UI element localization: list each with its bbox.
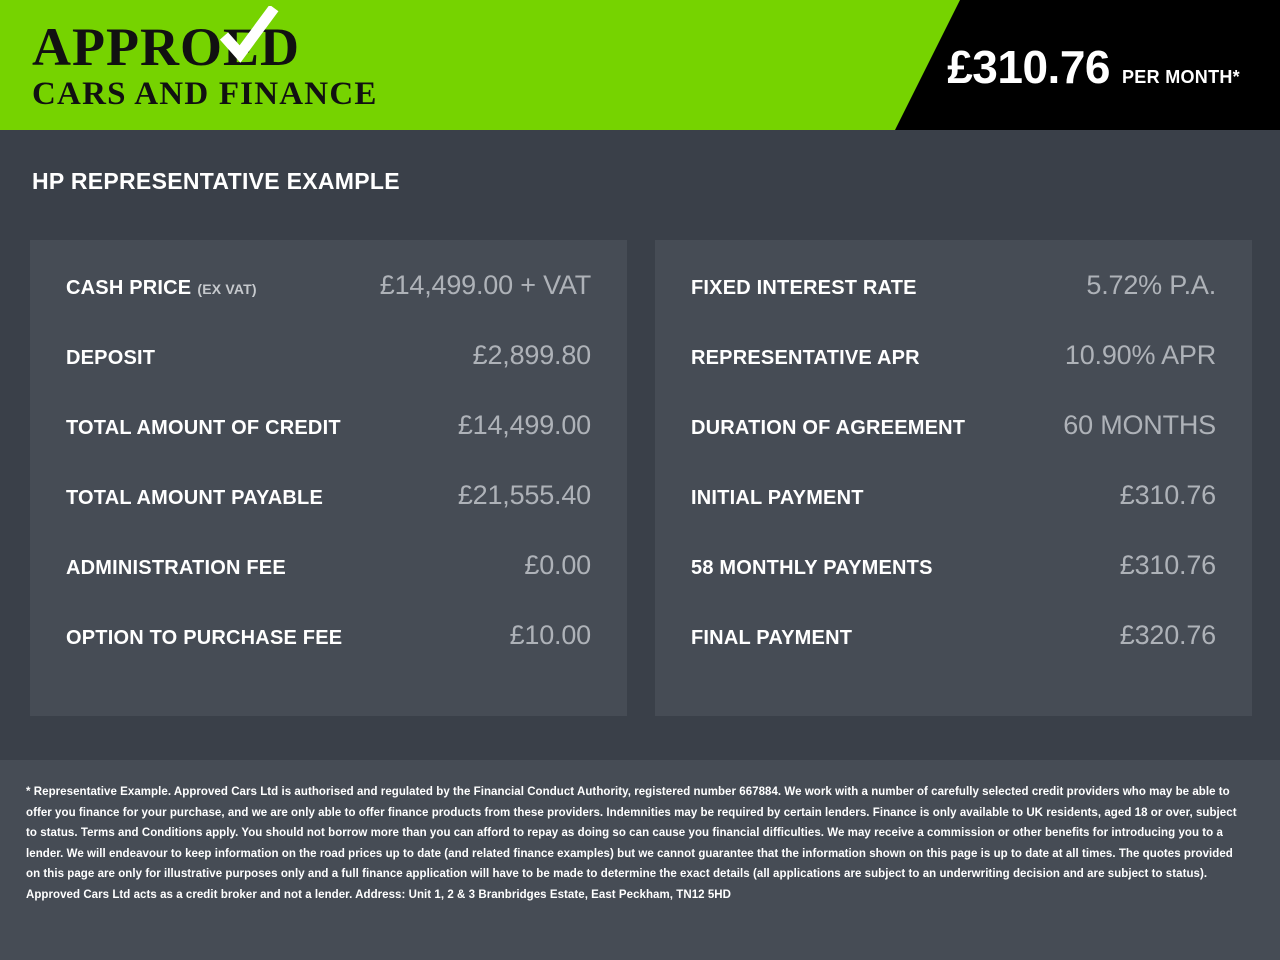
monthly-price-block <box>947 40 1240 94</box>
price-period-label: PER MONTH* <box>1121 67 1240 87</box>
row-value: 60 MONTHS <box>1063 410 1216 440</box>
row-value: £320.76 <box>1119 620 1216 650</box>
price-amount: £310.76 <box>947 41 1110 93</box>
finance-panel-right <box>655 240 1252 716</box>
row-label: 58 MONTHLY PAYMENTS <box>691 557 933 579</box>
row-value: £14,499.00 + VAT <box>379 270 591 300</box>
main-content <box>0 130 1280 760</box>
table-row <box>691 480 1216 550</box>
row-label-sub: (EX VAT) <box>197 281 257 297</box>
row-label: FINAL PAYMENT <box>691 627 853 649</box>
page-header <box>0 0 1280 130</box>
row-value: £14,499.00 <box>457 410 591 440</box>
row-value: £310.76 <box>1119 550 1216 580</box>
row-label <box>66 277 257 300</box>
logo-text-part2: ED <box>222 17 300 77</box>
finance-details-panels <box>30 240 1252 716</box>
row-label: REPRESENTATIVE APR <box>691 347 920 369</box>
row-value: 10.90% APR <box>1064 340 1216 370</box>
finance-panel-left <box>30 240 627 716</box>
row-label: INITIAL PAYMENT <box>691 487 864 509</box>
row-label: TOTAL AMOUNT PAYABLE <box>66 487 323 509</box>
row-value: £0.00 <box>524 550 591 580</box>
row-label: ADMINISTRATION FEE <box>66 557 286 579</box>
table-row <box>691 270 1216 340</box>
row-label: FIXED INTEREST RATE <box>691 277 917 299</box>
row-value: £21,555.40 <box>457 480 591 510</box>
disclaimer-text: * Representative Example. Approved Cars Ltd is authorised and regulated by the Financial Conduct Authority, registered number 667884. We work with a number of carefully selected credit providers who may be able to offer you finance for your purchase, and we are only able to offer finance products from these providers. Indemnities may be required by certain lenders. Finance is only available to UK residents, aged 18 or over, subject to status. Terms and Conditions apply. You should not borrow more than you can afford to repay as doing so can cause you financial difficulties. We may receive a commission or other benefits for introducing you to a lender. We will endeavour to keep information on the road prices up to date (and related finance examples) but we cannot guarantee that the information shown on this page is up to date at all times. The quotes provided on this page are only for illustrative purposes only and a full finance application will have to be made to determine the exact details (all applications are subject to an underwriting decision and are subject to status). Approved Cars Ltd acts as a credit broker and not a lender. Address: Unit 1, 2 & 3 Branbridges Estate, East Peckham, TN12 5HD <box>26 786 1237 901</box>
check-tick-icon <box>218 6 280 68</box>
row-label: OPTION TO PURCHASE FEE <box>66 627 343 649</box>
table-row <box>66 410 591 480</box>
page-footer <box>0 760 1280 960</box>
logo-text-part1: APPRO <box>32 17 223 77</box>
table-row <box>66 550 591 620</box>
logo-secondary-text: CARS AND FINANCE <box>32 76 378 112</box>
row-label-text: CASH PRICE <box>66 277 192 299</box>
table-row <box>691 550 1216 620</box>
row-value: £2,899.80 <box>472 340 591 370</box>
row-label: DEPOSIT <box>66 347 156 369</box>
row-label: DURATION OF AGREEMENT <box>691 417 966 439</box>
table-row <box>66 620 591 690</box>
logo-primary-text <box>32 18 452 76</box>
table-row <box>691 410 1216 480</box>
row-value: £10.00 <box>509 620 591 650</box>
brand-logo <box>32 18 452 112</box>
page-title: HP REPRESENTATIVE EXAMPLE <box>32 168 400 194</box>
table-row <box>66 340 591 410</box>
row-value: £310.76 <box>1119 480 1216 510</box>
row-label: TOTAL AMOUNT OF CREDIT <box>66 417 341 439</box>
row-value: 5.72% P.A. <box>1086 270 1216 300</box>
table-row <box>66 270 591 340</box>
table-row <box>66 480 591 550</box>
table-row <box>691 340 1216 410</box>
table-row <box>691 620 1216 690</box>
